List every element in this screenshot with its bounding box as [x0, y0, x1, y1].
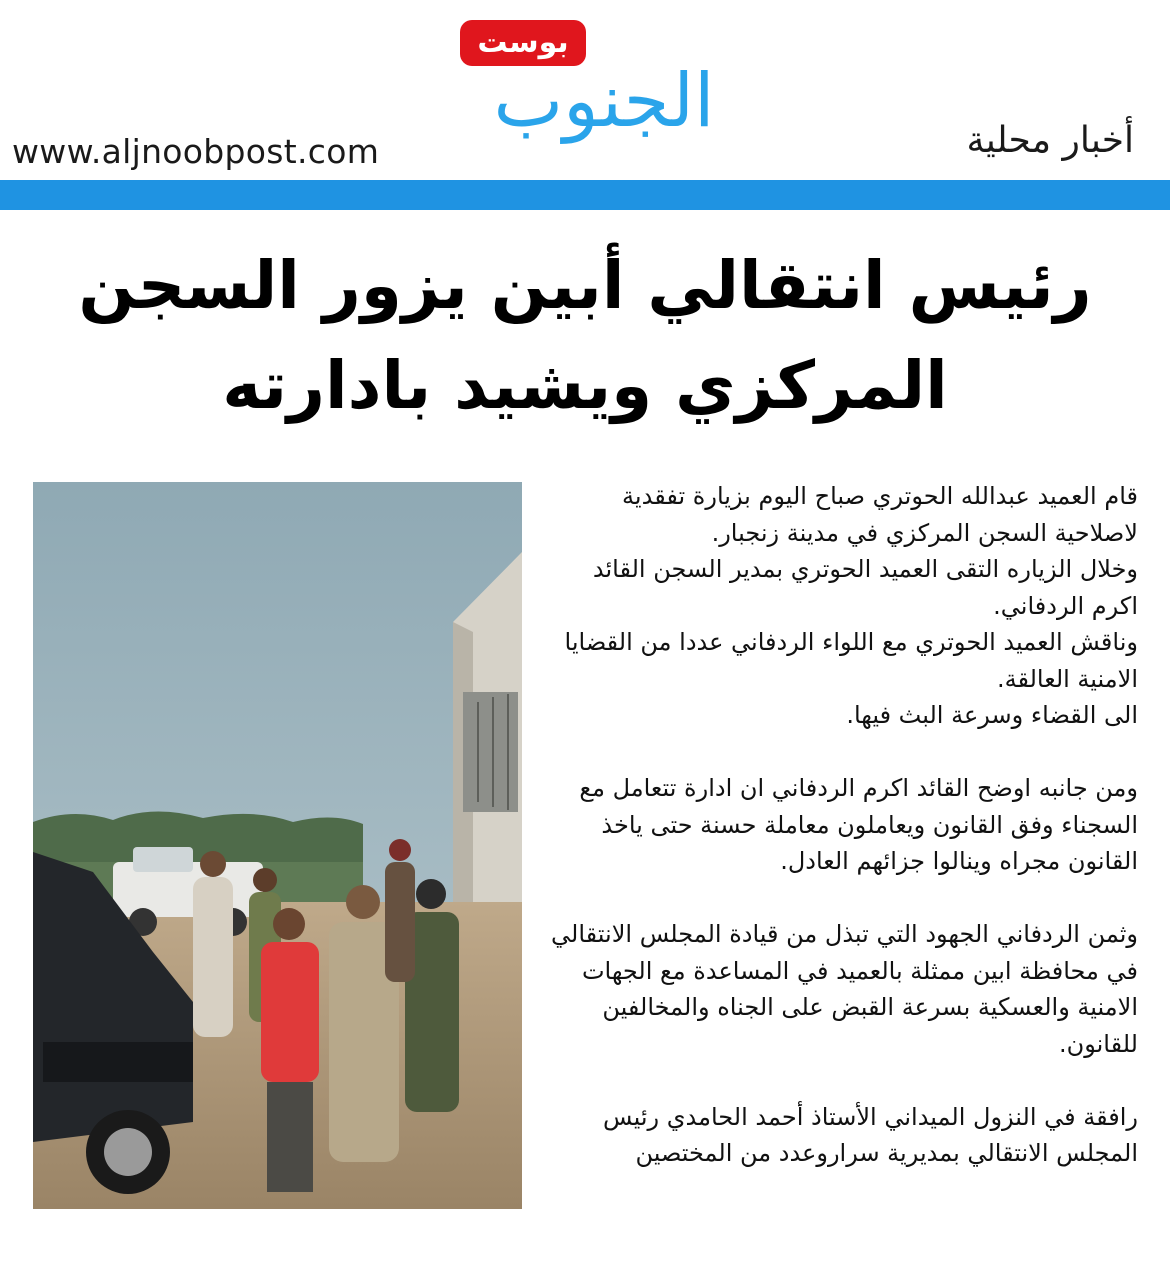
article-line: السجناء وفق القانون ويعاملون معاملة حسنة حتى ياخذ	[601, 810, 1138, 839]
article-line: وخلال الزياره التقى العميد الحوتري بمدير السجن القائد	[592, 555, 1138, 583]
article-line: ومن جانبه اوضح القائد اكرم الردفاني ان ادارة تتعامل مع	[579, 774, 1138, 802]
section-label: أخبار محلية	[966, 120, 1134, 161]
masthead	[0, 0, 1170, 182]
article-line: لاصلاحية السجن المركزي في مدينة زنجبار.	[711, 518, 1138, 547]
article-line: في محافظة ابين ممثلة بالعميد في المساعدة مع الجهات	[581, 956, 1138, 985]
news-photo	[33, 482, 522, 1209]
article-line: للقانون.	[1058, 1029, 1138, 1058]
article-line: القانون مجراه وينالوا جزائهم العادل.	[780, 847, 1138, 875]
header-divider-bar	[0, 180, 1170, 210]
article-line: الامنية والعسكية بسرعة القبض على الجناه والمخالفين	[602, 993, 1138, 1021]
paragraph-gap	[545, 880, 1138, 917]
paragraph-gap	[545, 1062, 1138, 1099]
article-line: الى القضاء وسرعة البث فيها.	[846, 701, 1138, 729]
article-headline	[60, 236, 1110, 436]
article-body	[545, 478, 1138, 1172]
article-line: الامنية العالقة.	[996, 664, 1138, 693]
article-line: اكرم الردفاني.	[993, 591, 1138, 620]
article-line: المجلس الانتقالي بمديرية سراروعدد من المختصين	[635, 1139, 1138, 1167]
article-line: قام العميد عبدالله الحوتري صباح اليوم بزيارة تفقدية	[622, 482, 1138, 510]
logo-wordmark: الجنوب	[493, 58, 715, 144]
logo-badge-text: بوست	[477, 25, 569, 60]
article-line: وثمن الردفاني الجهود التي تبذل من قيادة المجلس الانتقالي	[551, 920, 1138, 948]
article-line: وناقش العميد الحوتري مع اللواء الردفاني عددا من القضايا	[564, 628, 1138, 656]
site-url[interactable]: www.aljnoobpost.com	[12, 132, 380, 171]
headline-line-2: المركزي ويشيد بادارته	[222, 347, 948, 424]
headline-line-1: رئيس انتقالي أبين يزور السجن	[78, 247, 1092, 324]
paragraph-gap	[545, 734, 1138, 771]
article-line: رافقة في النزول الميداني الأستاذ أحمد الحامدي رئيس	[603, 1102, 1138, 1131]
